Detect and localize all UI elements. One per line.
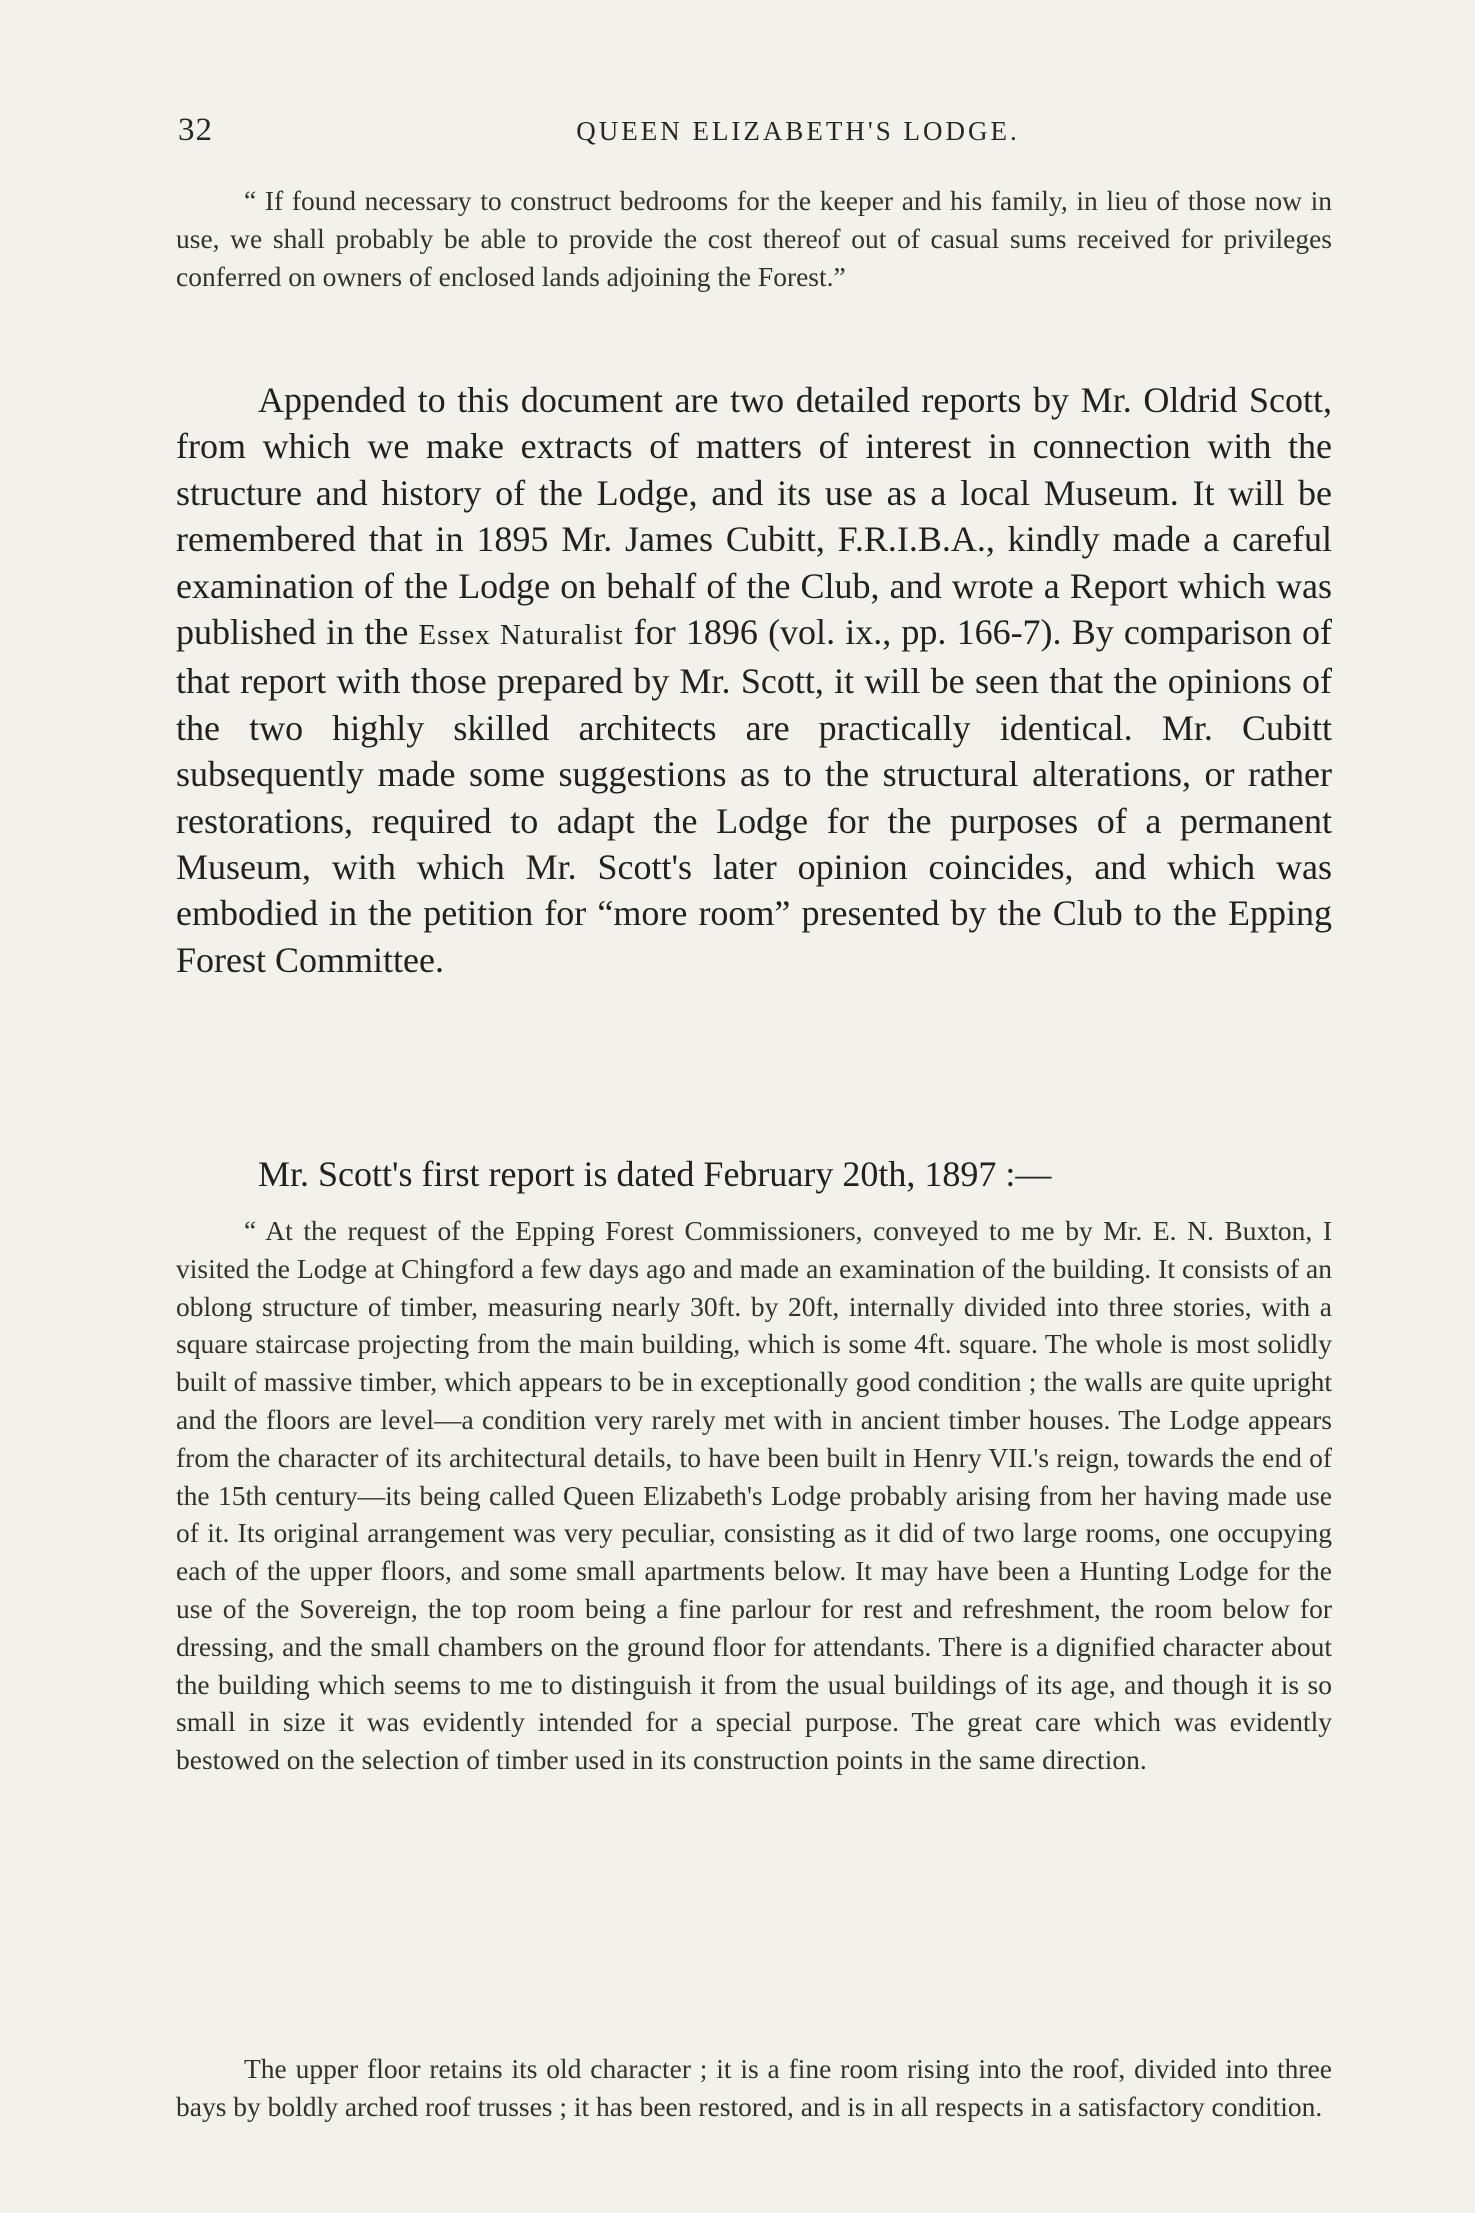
body-paragraph-upper-floor: The upper floor retains its old character ; it is a fine room rising into the roof, divided into three bays by boldly arched roof trusses ; it has been restored, and is in all respects in a satisfactory condition. (176, 2053, 1332, 2122)
body-paragraph-first-report: Mr. Scott's first report is dated February 20th, 1897 :— (258, 1154, 1052, 1194)
quoted-letter-excerpt: “ If found necessary to construct bedrooms for the keeper and his family, in lieu of those now in use, we shall probably be able to provide the cost thereof out of casual sums received for privileges conferred on owners of enclosed lands adjoining the Forest.” (176, 185, 1332, 292)
page-number: 32 (178, 112, 213, 148)
body-paragraph-text: for 1896 (vol. ix., pp. 166-7). By comparison of that report with those prepared by Mr. Scott, it will be seen that the opinions of the two highly skilled architects are practically identical. Mr. Cubitt subsequently made some suggestions as to the structural alterations, or rather restorations, required to adapt the Lodge for the purposes of a permanent Museum, with which Mr. Scott's later opinion coincides, and which was embodied in the petition for “more room” presented by the Club to the Epping Forest Committee. (176, 612, 1332, 980)
journal-title: Essex Naturalist (418, 619, 624, 652)
body-paragraph-appended-reports (176, 377, 1332, 983)
body-paragraph-text: Appended to this document are two detailed reports by Mr. Oldrid Scott, from which we make extracts of matters of interest in connection with the structure and history of the Lodge, and its use as a local Museum. It will be remembered that in 1895 Mr. James Cubitt, F.R.I.B.A., kindly made a careful examination of the Lodge on behalf of the Club, and wrote a Report which was published in the (176, 380, 1332, 653)
running-head (178, 112, 1328, 162)
running-title: QUEEN ELIZABETH'S LODGE. (576, 116, 1020, 146)
quoted-report-excerpt: “ At the request of the Epping Forest Commissioners, conveyed to me by Mr. E. N. Buxton, I visited the Lodge at Chingford a few days ago and made an examination of the building. It consists of an oblong structure of timber, measuring nearly 30ft. by 20ft, internally divided into three stories, with a square staircase projecting from the main building, which is some 4ft. square. The whole is most solidly built of massive timber, which appears to be in exceptionally good condition ; the walls are quite upright and the floors are level—a condition very rarely met with in ancient timber houses. The Lodge appears from the character of its architectural details, to have been built in Henry VII.'s reign, towards the end of the 15th century—its being called Queen Elizabeth's Lodge probably arising from her having made use of it. Its original arrangement was very peculiar, consisting as it did of two large rooms, one occupying each of the upper floors, and some small apartments below. It may have been a Hunting Lodge for the use of the Sovereign, the top room being a fine parlour for rest and refreshment, the room below for dressing, and the small chambers on the ground floor for attendants. There is a dignified character about the building which seems to me to distinguish it from the usual buildings of its age, and though it is so small in size it was evidently intended for a special purpose. The great care which was evidently bestowed on the selection of timber used in its construction points in the same direction. (176, 1215, 1332, 1776)
